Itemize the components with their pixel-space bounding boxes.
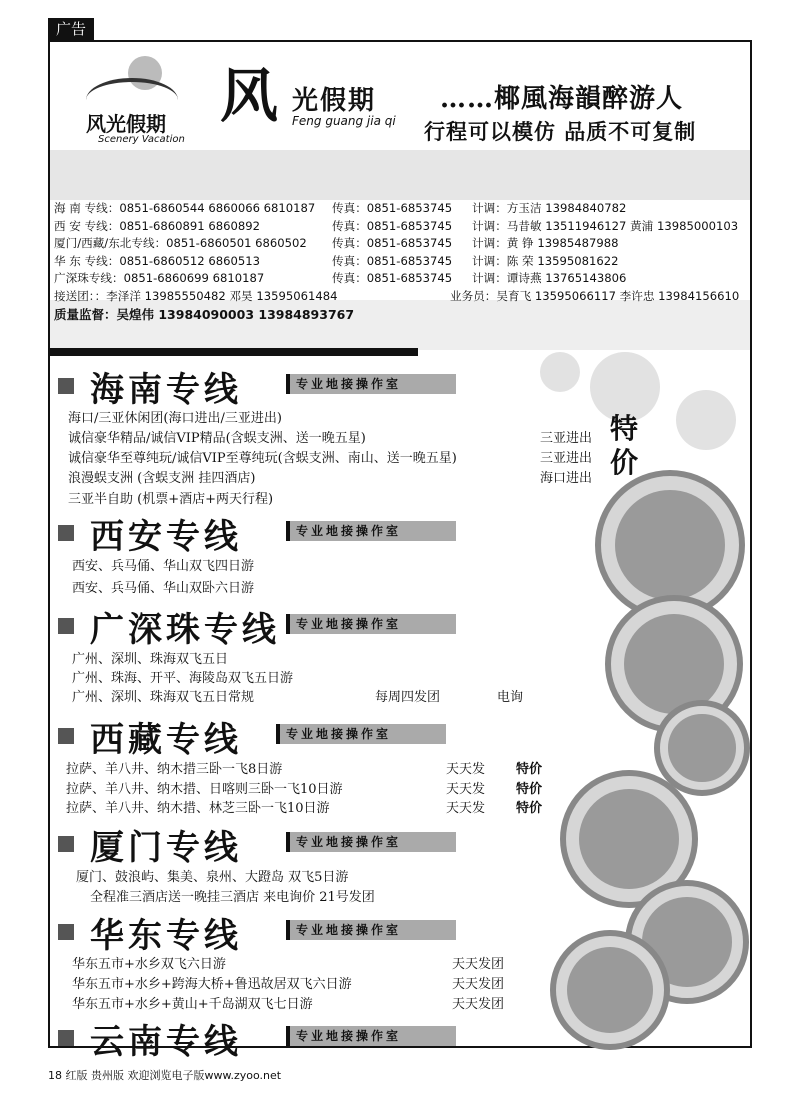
pro-badge: 专业地接操作室 <box>286 920 456 940</box>
special-price-tag: 特价 <box>516 762 543 777</box>
bullet-square-icon <box>58 618 74 634</box>
route-line: 拉萨、羊八井、纳木措、日喀则三卧一飞10日游 <box>66 782 343 797</box>
pro-badge: 专业地接操作室 <box>276 724 446 744</box>
contact-fax: 传真：0851-6853745 <box>332 201 453 215</box>
section-title: 海南专线 <box>90 370 242 410</box>
route-line: 海口/三亚休闲团(海口进出/三亚进出) <box>68 411 282 426</box>
contact-row <box>54 253 754 271</box>
section-title: 西藏专线 <box>90 720 242 760</box>
divider-bar <box>48 348 418 356</box>
route-line: 全程准三酒店送一晚挂三酒店 来电询价 21号发团 <box>90 890 375 905</box>
contact-planner: 计调：黄 铮 13985487988 <box>472 236 619 251</box>
header-band <box>50 150 750 200</box>
section-title: 云南专线 <box>90 1022 242 1062</box>
pro-badge: 专业地接操作室 <box>286 1026 456 1046</box>
bullet-square-icon <box>58 378 74 394</box>
contact-fax: 传真：0851-6853745 <box>332 271 453 286</box>
route-port: 海口进出 <box>540 471 593 486</box>
contact-line: 接送团：：李泽洋 13985550482 邓昊 13595061484 <box>54 288 338 303</box>
special-price-label: 特价 <box>610 412 639 479</box>
photo-fill <box>567 947 653 1033</box>
logo-en-text: Scenery Vacation <box>98 134 185 145</box>
route-line: 浪漫蜈支洲 (含蜈支洲 挂四酒店) <box>68 471 256 486</box>
photo-fill <box>615 490 725 600</box>
route-line: 拉萨、羊八井、纳木措、林芝三卧一飞10日游 <box>66 801 330 816</box>
photo-fill <box>624 614 725 715</box>
contact-planner: 计调：马昔敏 13511946127 黄浦 13985000103 <box>472 218 739 233</box>
contact-line: 广深珠专线：0851-6860699 6810187 <box>54 271 265 286</box>
route-schedule: 天天发 <box>446 782 486 797</box>
route-line: 厦门、鼓浪屿、集美、泉州、大蹬岛 双飞5日游 <box>76 870 349 885</box>
section-title: 厦门专线 <box>90 828 242 868</box>
bullet-square-icon <box>58 1030 74 1046</box>
contact-fax: 传真：0851-6853745 <box>332 253 453 268</box>
brand-name: 光假期 <box>292 86 377 116</box>
route-line: 诚信豪华至尊纯玩/诚信VIP至尊纯玩(含蜈支洲、南山、送一晚五星) <box>68 451 457 466</box>
special-price-tag: 特价 <box>516 801 543 816</box>
section-title: 广深珠专线 <box>90 610 280 650</box>
route-line: 西安、兵马俑、华山双卧六日游 <box>72 581 255 596</box>
route-schedule: 天天发团 <box>452 997 505 1012</box>
route-schedule: 天天发 <box>446 801 486 816</box>
bullet-square-icon <box>58 836 74 852</box>
pagoda-photo <box>550 930 670 1050</box>
pro-badge: 专业地接操作室 <box>286 832 456 852</box>
pro-badge: 专业地接操作室 <box>286 374 456 394</box>
contact-line: 厦门/西藏/东北专线：0851-6860501 6860502 <box>54 236 307 251</box>
bubble-icon <box>540 352 580 392</box>
route-line: 华东五市+水乡+黄山+千岛湖双飞七日游 <box>72 997 313 1012</box>
contact-line: 华 东 专线：0851-6860512 6860513 <box>54 253 260 268</box>
pro-badge: 专业地接操作室 <box>286 614 456 634</box>
contact-row <box>54 270 754 288</box>
bullet-square-icon <box>58 924 74 940</box>
route-schedule: 天天发 <box>446 762 486 777</box>
route-line: 西安、兵马俑、华山双飞四日游 <box>72 559 255 574</box>
brand-pinyin: Feng guang jia qi <box>292 114 396 128</box>
route-price: 电询 <box>497 690 524 705</box>
bullet-square-icon <box>58 525 74 541</box>
route-line: 广州、深圳、珠海双飞五日常规 <box>72 690 255 705</box>
photo-fill <box>579 789 680 890</box>
bullet-square-icon <box>58 728 74 744</box>
contact-list <box>54 200 754 323</box>
section-title: 华东专线 <box>90 916 242 956</box>
slogan-poem: ……椰風海韻醉游人 <box>440 84 684 114</box>
route-line: 广州、珠海、开平、海陵岛双飞五日游 <box>72 671 294 686</box>
contact-fax: 传真：0851-6853745 <box>332 218 453 233</box>
contact-line: 西 安 专线：0851-6860891 6860892 <box>54 218 260 233</box>
pro-badge: 专业地接操作室 <box>286 521 456 541</box>
route-schedule: 天天发团 <box>452 977 505 992</box>
contact-row <box>54 218 754 236</box>
quality-supervision <box>54 306 754 324</box>
ad-tag: 广告 <box>48 18 94 40</box>
logo-cn-text: 风光假期 <box>86 112 166 136</box>
contact-sales: 业务员：吴育飞 13595066117 李许忠 13984156610 <box>450 288 740 303</box>
contact-row <box>54 288 754 306</box>
contact-row <box>54 235 754 253</box>
route-line: 广州、深圳、珠海双飞五日 <box>72 652 229 667</box>
contact-line: 海 南 专线：0851-6860544 6860066 6810187 <box>54 201 316 215</box>
route-port: 三亚进出 <box>540 451 593 466</box>
bubble-icon <box>676 390 736 450</box>
special-price-tag: 特价 <box>516 782 543 797</box>
section-title: 西安专线 <box>90 517 242 557</box>
contact-row <box>54 200 754 218</box>
page-footer: 18 红版 贵州版 欢迎浏览电子版www.zyoo.net <box>48 1069 282 1082</box>
contact-planner: 计调：方玉洁 13984840782 <box>472 201 627 215</box>
route-line: 拉萨、羊八井、纳木措三卧一飞8日游 <box>66 762 283 777</box>
contact-fax: 传真：0851-6853745 <box>332 236 453 251</box>
photo-fill <box>668 714 735 781</box>
contact-planner: 计调：谭诗燕 13765143806 <box>472 271 627 286</box>
route-schedule: 天天发团 <box>452 957 505 972</box>
route-line: 华东五市+水乡+跨海大桥+鲁迅故居双飞六日游 <box>72 977 352 992</box>
route-line: 三亚半自助 (机票+酒店+两天行程) <box>68 492 274 507</box>
route-schedule: 每周四发团 <box>375 690 441 705</box>
route-line: 华东五市+水乡双飞六日游 <box>72 957 226 972</box>
slogan-quality: 行程可以模仿 品质不可复制 <box>424 120 697 144</box>
quality-text: 质量监督：吴煌伟 13984090003 13984893767 <box>54 306 355 322</box>
brand-big-char: 风 <box>220 62 279 130</box>
route-line: 诚信豪华精品/诚信VIP精品(含蜈支洲、送一晚五星) <box>68 431 366 446</box>
contact-planner: 计调：陈 荣 13595081622 <box>472 253 619 268</box>
route-port: 三亚进出 <box>540 431 593 446</box>
